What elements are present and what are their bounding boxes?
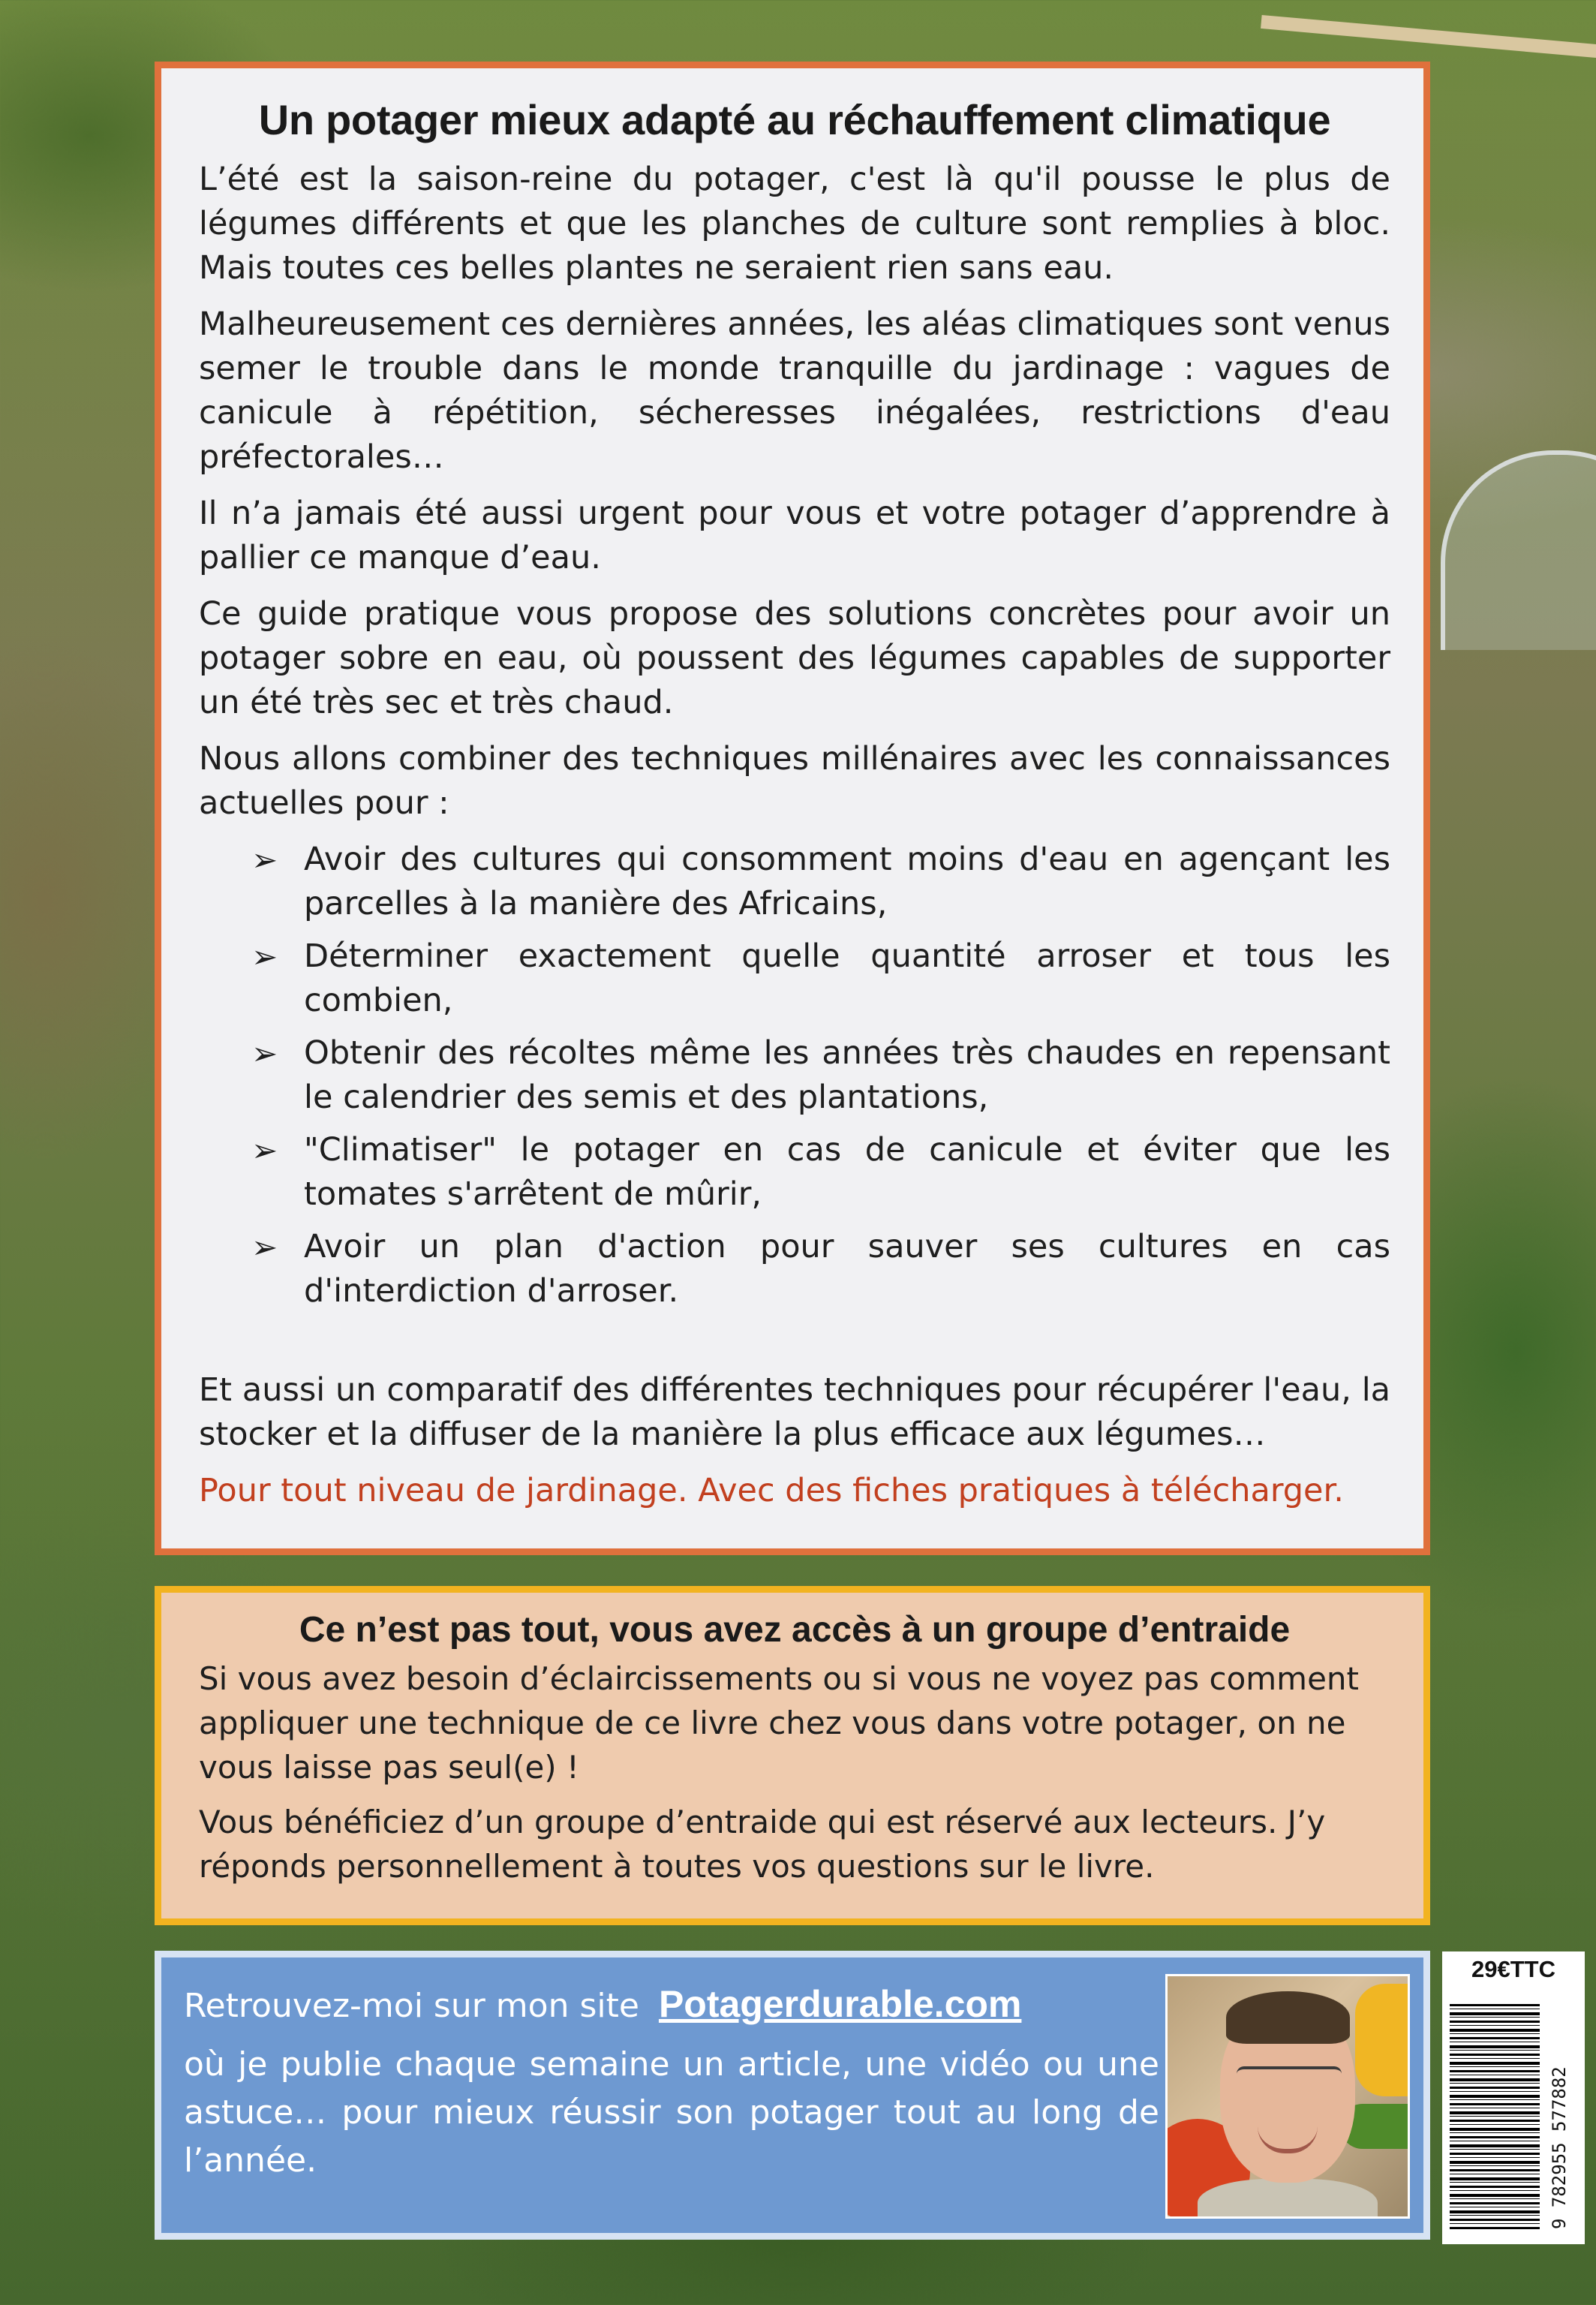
website-link[interactable]: Potagerdurable.com bbox=[658, 1983, 1022, 2025]
highlight-line: Pour tout niveau de jardinage. Avec des fiches pratiques à télécharger. bbox=[199, 1472, 1344, 1509]
arrow-bullet-icon: ➢ bbox=[251, 841, 278, 878]
website-text-block bbox=[184, 1980, 1159, 2185]
benefit-text: Déterminer exactement quelle quantité arroser et tous les combien, bbox=[304, 937, 1390, 1019]
benefit-text: "Climatiser" le potager en cas de canicule et éviter que les tomates s'arrêtent de mûrir, bbox=[304, 1131, 1390, 1213]
pepper-shape bbox=[1355, 1984, 1410, 2096]
benefit-item bbox=[251, 1128, 1390, 1217]
arrow-bullet-icon: ➢ bbox=[251, 938, 278, 975]
intro-paragraph-3: Il n’a jamais été aussi urgent pour vous et votre potager d’apprendre à pallier ce manque d’eau. bbox=[199, 495, 1390, 576]
background-crop-cover bbox=[1441, 450, 1596, 650]
website-intro: Retrouvez-moi sur mon site bbox=[184, 1987, 639, 2025]
benefit-item bbox=[251, 838, 1390, 926]
benefit-item bbox=[251, 1225, 1390, 1313]
support-group-panel bbox=[155, 1586, 1430, 1925]
price-barcode-box bbox=[1442, 1951, 1585, 2244]
glasses-shape bbox=[1237, 2066, 1342, 2095]
barcode-icon bbox=[1450, 2004, 1540, 2229]
intro-paragraph-4: Ce guide pratique vous propose des solutions concrètes pour avoir un potager sobre en eau, où poussent des légumes capables de supporter un été très sec et très chaud. bbox=[199, 595, 1390, 721]
shirt-shape bbox=[1198, 2179, 1378, 2219]
benefit-text: Avoir un plan d'action pour sauver ses cultures en cas d'interdiction d'arroser. bbox=[304, 1228, 1390, 1310]
price-label: 29€TTC bbox=[1471, 1956, 1555, 1982]
support-group-paragraph-1: Si vous avez besoin d’éclaircissements ou si vous ne voyez pas comment appliquer une technique de ce livre chez vous dans votre potager, on ne vous laisse pas seul(e) ! bbox=[199, 1660, 1360, 1786]
spacer bbox=[199, 1322, 1390, 1368]
book-title: Un potager mieux adapté au réchauffement climatique bbox=[258, 96, 1331, 143]
closing-paragraph: Et aussi un comparatif des différentes techniques pour récupérer l'eau, la stocker et la diffuser de la manière la plus efficace aux légumes… bbox=[199, 1371, 1390, 1453]
arrow-bullet-icon: ➢ bbox=[251, 1229, 278, 1265]
support-group-paragraph-2: Vous bénéficiez d’un groupe d’entraide qui est réservé aux lecteurs. J’y réponds personnellement à toutes vos questions sur le livre. bbox=[199, 1804, 1326, 1885]
background-plank bbox=[1261, 15, 1596, 59]
website-intro-line bbox=[184, 1980, 1159, 2030]
arrow-bullet-icon: ➢ bbox=[251, 1035, 278, 1072]
website-description: où je publie chaque semaine un article, une vidéo ou une astuce… pour mieux réussir son potager tout au long de l’année. bbox=[184, 2045, 1159, 2180]
website-panel bbox=[155, 1951, 1430, 2240]
benefit-text: Obtenir des récoltes même les années très chaudes en repensant le calendrier des semis et des plantations, bbox=[304, 1034, 1390, 1116]
benefit-item bbox=[251, 934, 1390, 1023]
intro-paragraph-5: Nous allons combiner des techniques millénaires avec les connaissances actuelles pour : bbox=[199, 740, 1390, 822]
barcode-number: 9 782955 577882 bbox=[1549, 2066, 1570, 2229]
intro-paragraph-2: Malheureusement ces dernières années, les aléas climatiques sont venus semer le trouble dans le monde tranquille du jardinage : vagues de canicule à répétition, sécheresses inégalées, restrictions d'eau préfectorales… bbox=[199, 305, 1390, 476]
intro-paragraph-1: L’été est la saison-reine du potager, c'est là qu'il pousse le plus de légumes différents et que les planches de culture sont remplies à bloc. Mais toutes ces belles plantes ne seraient rien sans eau. bbox=[199, 161, 1390, 287]
benefit-text: Avoir des cultures qui consomment moins d'eau en agençant les parcelles à la manière des Africains, bbox=[304, 841, 1390, 922]
benefit-item bbox=[251, 1031, 1390, 1120]
description-panel bbox=[155, 62, 1430, 1555]
hair-shape bbox=[1226, 1991, 1350, 2044]
arrow-bullet-icon: ➢ bbox=[251, 1132, 278, 1169]
benefits-list bbox=[199, 838, 1390, 1313]
author-photo bbox=[1165, 1974, 1410, 2219]
support-group-title: Ce n’est pas tout, vous avez accès à un groupe d’entraide bbox=[299, 1610, 1291, 1650]
